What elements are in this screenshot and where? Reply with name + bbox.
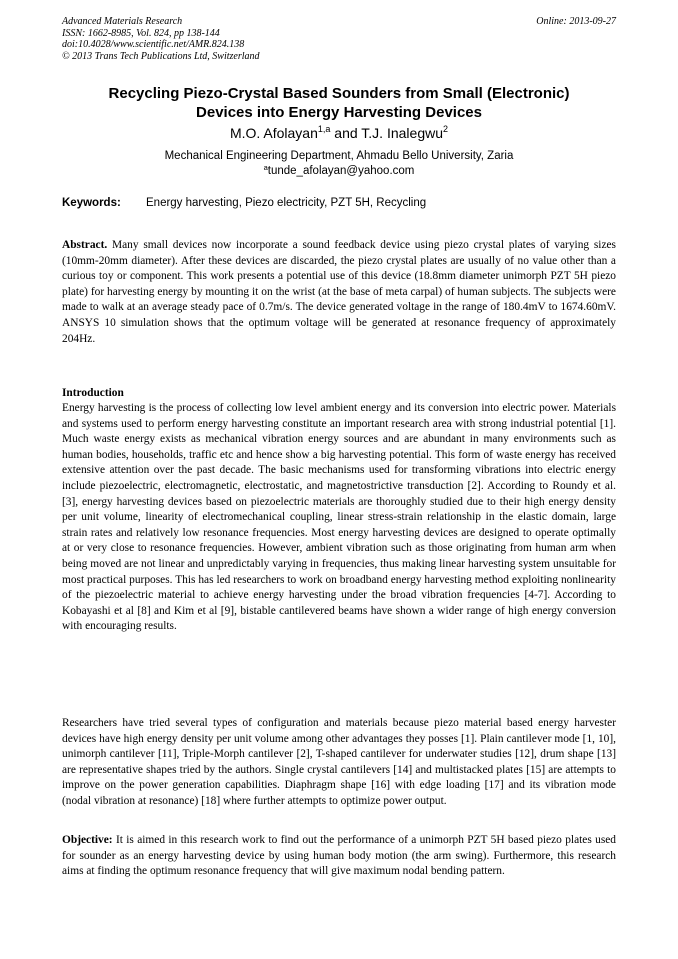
keywords-text: Energy harvesting, Piezo electricity, PZT 5H, Recycling bbox=[146, 197, 427, 209]
introduction-heading: Introduction bbox=[62, 387, 124, 399]
objective-label: Objective: bbox=[62, 834, 113, 846]
journal-name: Advanced Materials Research bbox=[62, 16, 183, 27]
author-1: M.O. Afolayan bbox=[229, 125, 318, 141]
journal-issn: ISSN: 1662-8985, Vol. 824, pp 138-144 bbox=[62, 27, 220, 39]
author-1-affiliation-mark: 1,a bbox=[317, 124, 331, 134]
objective bbox=[62, 833, 616, 880]
author-2-affiliation-mark: 2 bbox=[443, 124, 449, 134]
abstract-label: Abstract. bbox=[62, 239, 108, 251]
journal-header bbox=[62, 16, 616, 62]
paper-title bbox=[62, 84, 616, 122]
keywords-label: Keywords: bbox=[62, 197, 121, 209]
paper-title-line-1: Recycling Piezo-Crystal Based Sounders from Small (Electronic) bbox=[108, 85, 570, 102]
journal-doi: doi:10.4028/www.scientific.net/AMR.824.138 bbox=[62, 39, 245, 50]
journal-copyright: © 2013 Trans Tech Publications Ltd, Switzerland bbox=[62, 50, 260, 62]
online-date: Online: 2013-09-27 bbox=[536, 16, 616, 27]
abstract bbox=[62, 238, 616, 347]
email-address: tunde_afolayan@yahoo.com bbox=[267, 165, 415, 177]
author-conjunction: and bbox=[330, 125, 362, 141]
author-2: T.J. Inalegwu bbox=[361, 125, 444, 141]
objective-text: It is aimed in this research work to find out the performance of a unimorph PZT 5H based piezo plates used for sounder as an energy harvesting device by using human body motion (the arm swing). Furthermore, this research aims at finding the optimum resonance frequency that will give maximum nodal bending pattern. bbox=[62, 834, 616, 878]
author-list bbox=[62, 124, 616, 142]
contact-email bbox=[62, 164, 616, 179]
introduction-paragraph-2: Researchers have tried several types of configuration and materials because piezo material based energy harvester devices have high energy density per unit volume among other advantages they posses [1]. Plain cantilever mode [1, 10], unimorph cantilever [11], Triple-Morph cantilever [2], T-shaped cantilever for underwater studies [12], drum shape [13] are representative shapes tried by the authors. Single crystal cantilevers [14] and multistacked plates [15] are attempts to improve on the power generation capabilities. Diaphragm shape [16] with edge loading [17] and its vibration mode (nodal vibration at resonance) [18] where further attempts to optimize power output. bbox=[62, 717, 616, 807]
keywords bbox=[62, 196, 616, 211]
introduction-paragraph-1: Energy harvesting is the process of collecting low level ambient energy and its conversion into electric power. Materials and systems used to perform energy harvesting constitute an important research area with strong industrial potential [1]. Much waste energy exists as mechanical vibration energy sources and are abundant in many environments such as human bodies, households, traffic etc and hence show a big harvesting potential. This form of waste energy has received extensive attention over the past decade. The basic mechanisms used for transforming vibrations into electric energy include piezoelectric, electromagnetic, electrostatic, and magnetostrictive transduction [2]. According to Roundy et al. [3], energy harvesting devices based on piezoelectric materials are thoroughly studied due to their high energy density per unit volume, linearity of electromechanical coupling, linear stress-strain relationship in the elastic domain, large strain rates and relatively low resonance frequencies. Most energy harvesting devices are designed to operate optimally at or very close to resonance frequencies. However, ambient vibration such as those originating from human arm when being moved are not linear and unpredictably varying in frequencies, thus making linear harvesting system unsuitable for most practical purposes. This has led researchers to work on broadband energy harvesting method exploiting nonlinearity of the piezoelectric material to achieve energy harvesting under the broad vibration frequencies [4-7]. According to Kobayashi et al [8] and Kim et al [9], bistable cantilevered beams have shown a wider range of high energy conversion with encouraging results. bbox=[62, 402, 616, 633]
abstract-text: Many small devices now incorporate a sound feedback device using piezo crystal plates of varying sizes (10mm-20mm diameter). After these devices are discarded, the piezo crystal plates are usually of no value other than a curious toy or component. This work presents a potential use of this device (18.8mm diameter unimorph PZT 5H piezo plate) for harvesting energy by mounting it on the wrist (at the base of meta carpal) of human subjects. The subjects were made to walk at an average steady pace of 0.7m/s. The device generated voltage in the range of 180.4mV to 1674.60mV. ANSYS 10 simulation shows that the optimum voltage will be generated at resonance frequency of approximately 204Hz. bbox=[62, 239, 616, 345]
email-mark: a bbox=[263, 163, 268, 172]
paper-title-line-2: Devices into Energy Harvesting Devices bbox=[196, 104, 482, 121]
affiliation: Mechanical Engineering Department, Ahmadu Bello University, Zaria bbox=[164, 150, 514, 162]
